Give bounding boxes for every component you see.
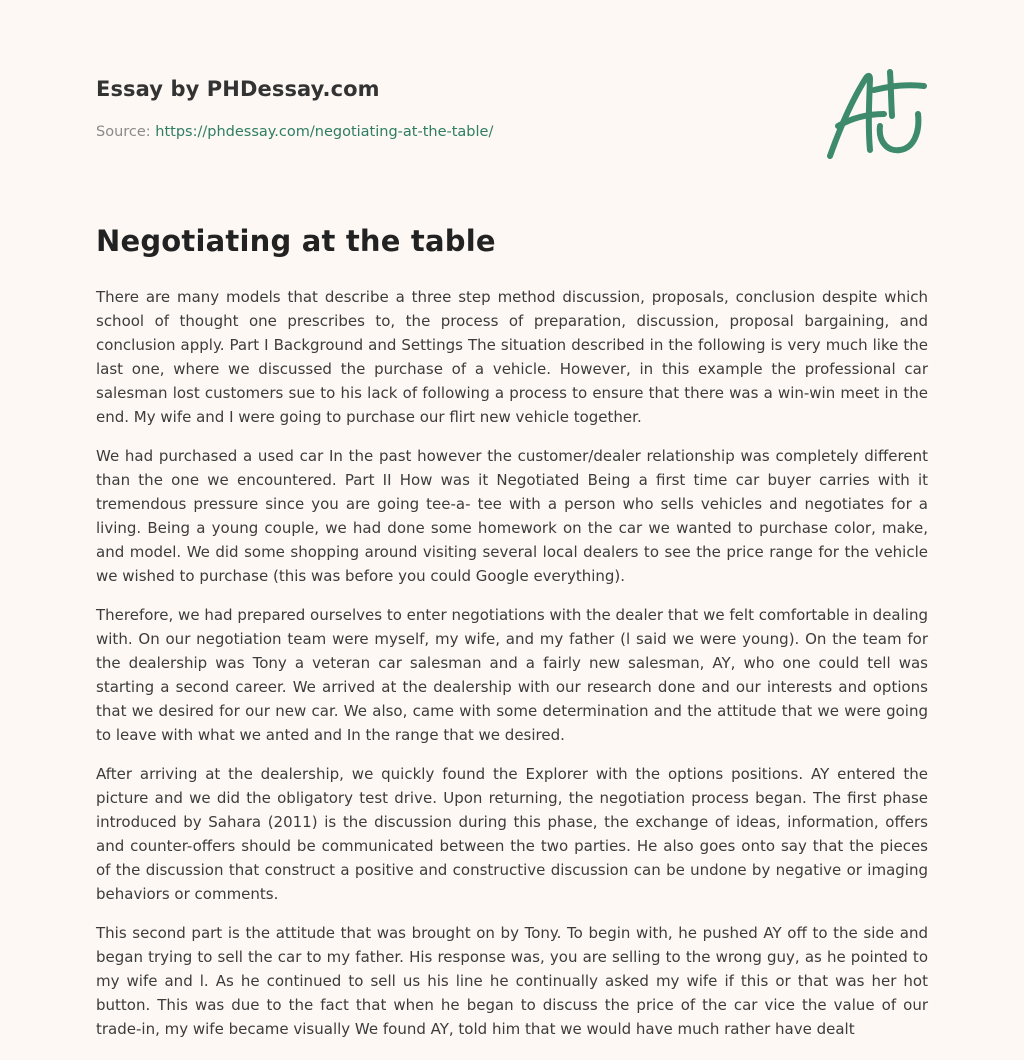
site-brand: Essay by PHDessay.com — [96, 77, 380, 101]
essay-title: Negotiating at the table — [96, 224, 496, 258]
essay-body — [96, 285, 928, 1056]
source-link[interactable]: https://phdessay.com/negotiating-at-the-table/ — [155, 124, 494, 140]
source-label: Source: — [96, 124, 156, 140]
essay-paragraph: There are many models that describe a three step method discussion, proposals, conclusion despite which school of thought one prescribes to, the process of preparation, discussion, proposal bargaining, and conclusion apply. Part I Background and Settings The situation described in the following is very much like the last one, where we discussed the purchase of a vehicle. However, in this example the professional car salesman lost customers sue to his lack of following a process to ensure that there was a win-win meet in the end. My wife and I were going to purchase our flirt new vehicle together. — [96, 288, 928, 426]
essay-paragraph: After arriving at the dealership, we quickly found the Explorer with the options positions. AY entered the picture and we did the obligatory test drive. Upon returning, the negotiation process began. The first phase introduced by Sahara (2011) is the discussion during this phase, the exchange of ideas, information, offers and counter-offers should be communicated between the two parties. He also goes onto say that the pieces of the discussion that construct a positive and constructive discussion can be undone by negative or imaging behaviors or comments. — [96, 765, 928, 903]
source-line — [96, 124, 493, 140]
a-plus-logo-icon — [822, 66, 934, 166]
essay-paragraph: This second part is the attitude that was brought on by Tony. To begin with, he pushed AY off to the side and began trying to sell the car to my father. His response was, you are selling to the wrong guy, as he pointed to my wife and l. As he continued to sell us his line he continually asked my wife if this or that was her hot button. This was due to the fact that when he began to discuss the price of the car vice the value of our trade-in, my wife became visually We found AY, told him that we would have much rather have dealt — [96, 924, 928, 1038]
essay-paragraph: Therefore, we had prepared ourselves to enter negotiations with the dealer that we felt comfortable in dealing with. On our negotiation team were myself, my wife, and my father (l said we were young). On the team for the dealership was Tony a veteran car salesman and a fairly new salesman, AY, who one could tell was starting a second career. We arrived at the dealership with our research done and our interests and options that we desired for our new car. We also, came with some determination and the attitude that we were going to leave with what we anted and In the range that we desired. — [96, 606, 928, 744]
essay-paragraph: We had purchased a used car In the past however the customer/dealer relationship was completely different than the one we encountered. Part II How was it Negotiated Being a first time car buyer carries with it tremendous pressure since you are going tee-a- tee with a person who sells vehicles and negotiates for a living. Being a young couple, we had done some homework on the car we wanted to purchase color, make, and model. We did some shopping around visiting several local dealers to see the price range for the vehicle we wished to purchase (this was before you could Google everything). — [96, 447, 928, 585]
